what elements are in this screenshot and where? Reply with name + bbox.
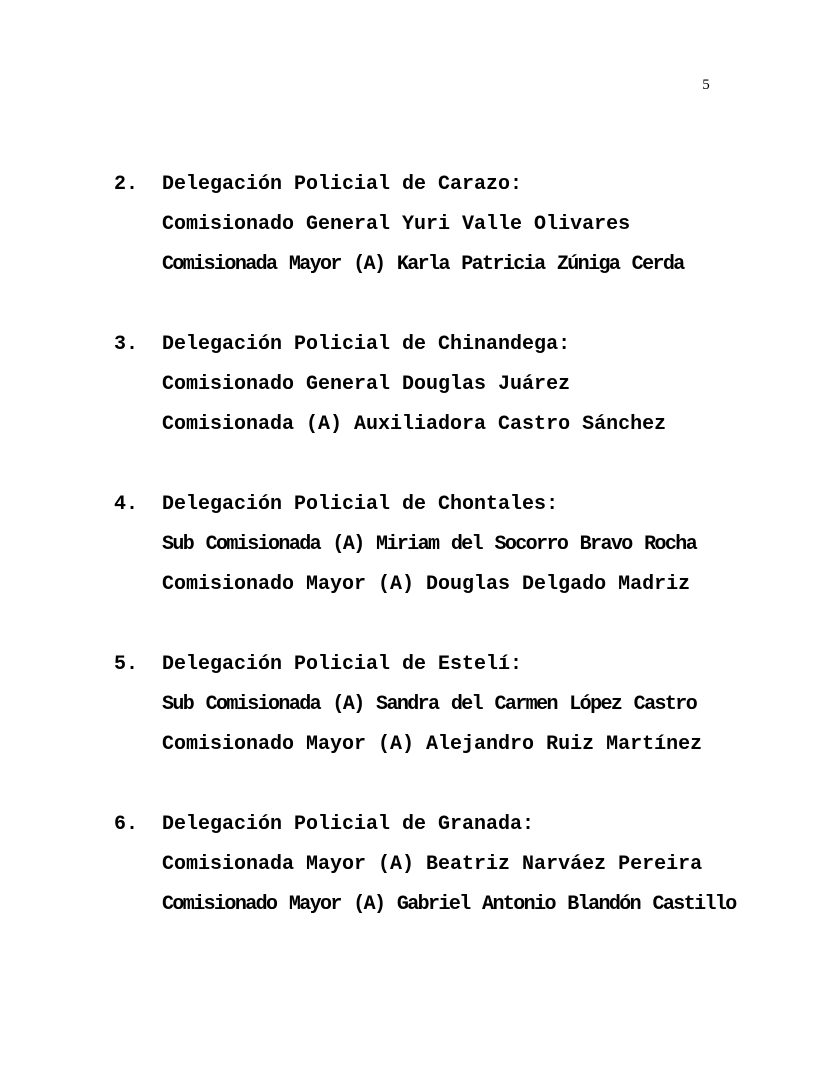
delegation-entry-chinandega [114,330,814,490]
officer-name: Comisionada Mayor (A) Beatriz Narváez Pereira [162,853,703,876]
delegation-entry-carazo [114,170,814,330]
item-number: 2. [114,173,139,196]
page-number: 5 [702,77,710,93]
officer-name: Comisionada Mayor (A) Karla Patricia Zúniga Cerda [162,253,684,276]
delegation-title: Delegación Policial de Chontales: [162,493,559,516]
delegation-title: Delegación Policial de Granada: [162,813,535,836]
officer-name: Comisionado General Douglas Juárez [162,373,571,396]
officer-name: Comisionado Mayor (A) Douglas Delgado Madriz [162,573,691,596]
delegation-entry-chontales [114,490,814,650]
officer-name: Comisionada (A) Auxiliadora Castro Sánchez [162,413,667,436]
item-number: 4. [114,493,139,516]
delegation-heading [114,490,814,530]
delegation-heading [114,650,814,690]
officer-line [114,210,814,250]
delegation-entry-esteli [114,650,814,810]
officer-name: Comisionado Mayor (A) Alejandro Ruiz Martínez [162,733,703,756]
delegation-title: Delegación Policial de Carazo: [162,173,523,196]
item-number: 6. [114,813,139,836]
delegation-heading [114,810,814,850]
officer-name: Comisionado General Yuri Valle Olivares [162,213,631,236]
delegation-heading [114,170,814,210]
delegation-entry-granada [114,810,814,970]
officer-name: Sub Comisionada (A) Miriam del Socorro Bravo Rocha [162,533,697,556]
item-number: 3. [114,333,139,356]
officer-line [114,690,814,730]
delegation-heading [114,330,814,370]
officer-line [114,570,814,610]
officer-line [114,730,814,770]
officer-line [114,370,814,410]
officer-line [114,850,814,890]
officer-line [114,890,814,930]
item-number: 5. [114,653,139,676]
delegation-title: Delegación Policial de Estelí: [162,653,523,676]
officer-line [114,410,814,450]
delegation-list [114,170,814,970]
officer-line [114,250,814,290]
officer-name: Sub Comisionada (A) Sandra del Carmen López Castro [162,693,697,716]
officer-name: Comisionado Mayor (A) Gabriel Antonio Blandón Castillo [162,893,736,916]
delegation-title: Delegación Policial de Chinandega: [162,333,571,356]
officer-line [114,530,814,570]
